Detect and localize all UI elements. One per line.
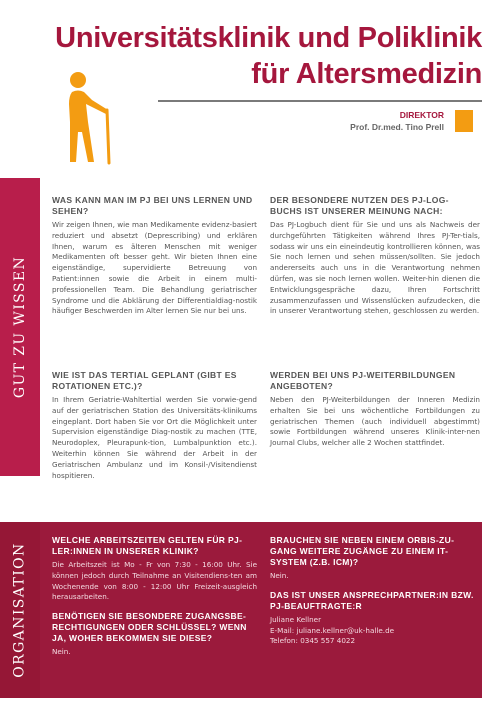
info-block	[52, 195, 257, 317]
sidebar-label-organisation: ORGANISATION	[12, 542, 28, 678]
block-body: Neben den PJ-Weiterbildungen der Inneren Medizin erhalten Sie bei uns wöchentliche Fortbildungen zu geriatrischen Themen (auch individuell abgestimmt) sowie Fortbildungen während unseres Klinik-inter-nen Journal Clubs, welcher alle 2 Wochen stattfindet.	[270, 395, 480, 448]
orange-accent-square	[455, 110, 473, 132]
director-name: Prof. Dr.med. Tino Prell	[350, 122, 444, 132]
block-body: Die Arbeitszeit ist Mo - Fr von 7:30 - 16:00 Uhr. Sie können jedoch durch Teilnahme an Visitendiens-ten am Wochenende von 8:00 - 12:00 Uhr Freizeit-ausgleich herausarbeiten.	[52, 560, 257, 602]
elderly-person-with-cane-icon	[62, 70, 122, 165]
info-block	[270, 195, 480, 317]
block-heading: WAS KANN MAN IM PJ BEI UNS LERNEN UND SEHEN?	[52, 195, 253, 216]
header-divider	[158, 100, 482, 102]
info-block	[270, 370, 480, 449]
block-body: Nein.	[52, 647, 71, 657]
block-heading: BRAUCHEN SIE NEBEN EINEM ORBIS-ZU-GANG WEITERE ZUGÄNGE ZU EINEM IT-SYSTEM (Z.B. ICM)?	[270, 535, 455, 567]
title-line-1: Universitätsklinik und Poliklinik	[55, 22, 482, 54]
block-heading: DER BESONDERE NUTZEN DES PJ-LOG-BUCHS IST UNSERER MEINUNG NACH:	[270, 195, 449, 216]
block-heading: BENÖTIGEN SIE BESONDERE ZUGANGSBE-RECHTIGUNGEN ODER SCHLÜSSEL? WENN JA, WOHER BEKOMMEN SIE DIESE?	[52, 611, 247, 644]
block-body: Wir zeigen Ihnen, wie man Medikamente evidenz-basiert reduziert und absetzt (Deprescribing) und erklären Ihnen, warum es älteren Menschen mit weniger Medikamenten oft besser geht. Wir bieten Ihnen eine eigenständige, supervidierte Betreuung von Patient:innen sowie die Arbeit in einem multi-professionellen Team. Die Behandlung geriatrischer Syndrome und die Abklärung der Differentialdiag-nostik häufiger Beschwerden im Alter lernen Sie nur bei uns.	[52, 220, 257, 316]
director-block	[350, 109, 444, 133]
info-block	[52, 370, 257, 481]
org-left-column	[52, 535, 257, 658]
title-line-2: für Altersmedizin	[251, 58, 482, 90]
contact-email[interactable]: E-Mail: juliane.kellner@uk-halle.de	[270, 625, 395, 635]
director-label: DIREKTOR	[399, 110, 444, 120]
sidebar-gut-zu-wissen	[0, 178, 40, 476]
sidebar-organisation	[0, 522, 40, 698]
block-body: Das PJ-Logbuch dient für Sie und uns als Nachweis der durchgeführten Tätigkeiten während Ihres PJ-Ter-tials, sodass wir uns ein eineindeutig kontrollieren können, was Sie noch lernen und sehen müssen/sollten. Sie jedoch andererseits auch uns in die Verantwortung nehmen dürfen, was sie noch lernen wollen. Weiter-hin dienen die Entwicklungsgespräche dazu, Ihren Fortschritt zusammenzufassen und Wissenslücken aufzudecken, die in unserer Verantwortung stehen, geschlossen zu werden.	[270, 220, 480, 316]
contact-phone: Telefon: 0345 557 4022	[270, 636, 356, 646]
block-heading: WIE IST DAS TERTIAL GEPLANT (GIBT ES ROTATIONEN ETC.)?	[52, 370, 237, 391]
block-heading: WERDEN BEI UNS PJ-WEITERBILDUNGEN ANGEBOTEN?	[270, 370, 456, 391]
block-body: Nein.	[270, 571, 289, 580]
sidebar-label-gut-zu-wissen: GUT ZU WISSEN	[12, 255, 28, 399]
block-heading: WELCHE ARBEITSZEITEN GELTEN FÜR PJ-LER:INNEN IN UNSERER KLINIK?	[52, 535, 243, 556]
contact-name: Juliane Kellner	[270, 614, 322, 624]
block-body: In Ihrem Geriatrie-Wahltertial werden Sie vorwie-gend auf der geriatrischen Station des Universitäts-klinikums eingeplant. Dort haben Sie vor Ort die Möglichkeit unter Supervision eigenständige Diag-nostik zu machen (TTE, Neurodoplex, Pleurapunk-tion, Lumbalpunktion etc.). Weiterhin können Sie während der Arbeit in der Geriatrischen Ambulanz und im Konsil-/Visitendienst hospitieren.	[52, 395, 257, 480]
org-right-column	[270, 535, 475, 647]
block-heading: DAS IST UNSER ANSPRECHPARTNER:IN BZW. PJ-BEAUFTRAGTE:R	[270, 589, 474, 611]
